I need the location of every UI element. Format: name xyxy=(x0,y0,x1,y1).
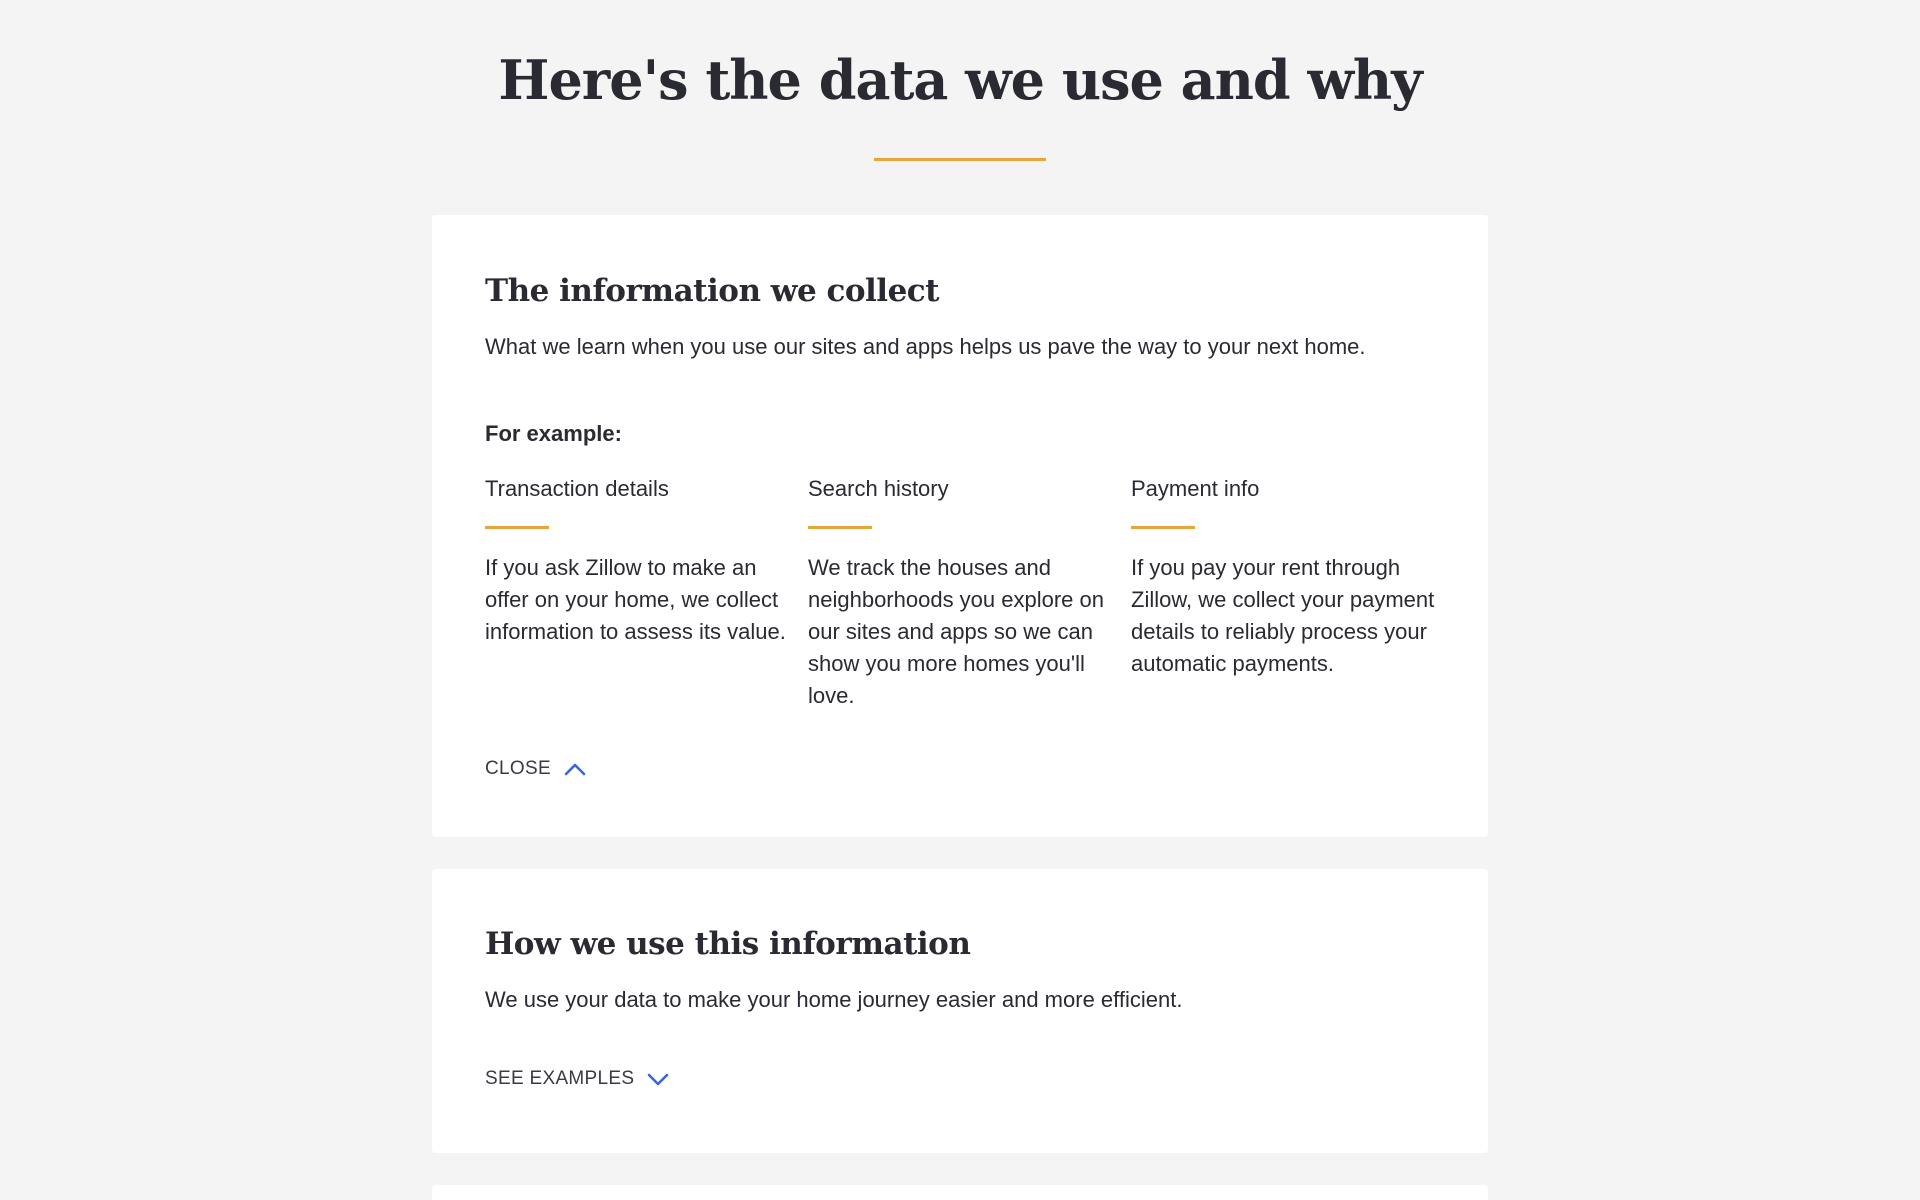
section-description: We use your data to make your home journey easier and more efficient. xyxy=(485,987,1183,1012)
chevron-down-icon xyxy=(646,1071,670,1087)
see-examples-button[interactable] xyxy=(485,1067,670,1091)
example-title: Transaction details xyxy=(485,476,669,501)
examples-heading: For example: xyxy=(485,421,622,446)
example-title: Search history xyxy=(808,476,949,501)
example-payment-info xyxy=(1131,474,1436,680)
example-body: If you ask Zillow to make an offer on your home, we collect information to assess its value. xyxy=(485,555,786,644)
section-title: The information we collect xyxy=(485,273,939,309)
section-title: How we use this information xyxy=(485,926,971,962)
example-divider xyxy=(808,526,872,529)
toggle-label: CLOSE xyxy=(485,758,551,779)
section-card-next xyxy=(432,1185,1488,1200)
example-body: If you pay your rent through Zillow, we collect your payment details to reliably process your automatic payments. xyxy=(1131,555,1435,676)
example-divider xyxy=(1131,526,1195,529)
toggle-label: SEE EXAMPLES xyxy=(485,1068,635,1089)
example-transaction-details xyxy=(485,474,790,648)
title-divider xyxy=(874,158,1046,161)
example-title: Payment info xyxy=(1131,476,1260,501)
section-card-how-we-use xyxy=(432,869,1488,1153)
section-description: What we learn when you use our sites and apps helps us pave the way to your next home. xyxy=(485,334,1366,359)
page-title: Here's the data we use and why xyxy=(498,48,1422,112)
section-card-information-collected xyxy=(432,215,1488,837)
example-search-history xyxy=(808,474,1113,712)
example-divider xyxy=(485,526,549,529)
example-body: We track the houses and neighborhoods you explore on our sites and apps so we can show you more homes you'll love. xyxy=(808,555,1105,708)
close-examples-button[interactable] xyxy=(485,757,587,781)
chevron-up-icon xyxy=(563,761,587,777)
